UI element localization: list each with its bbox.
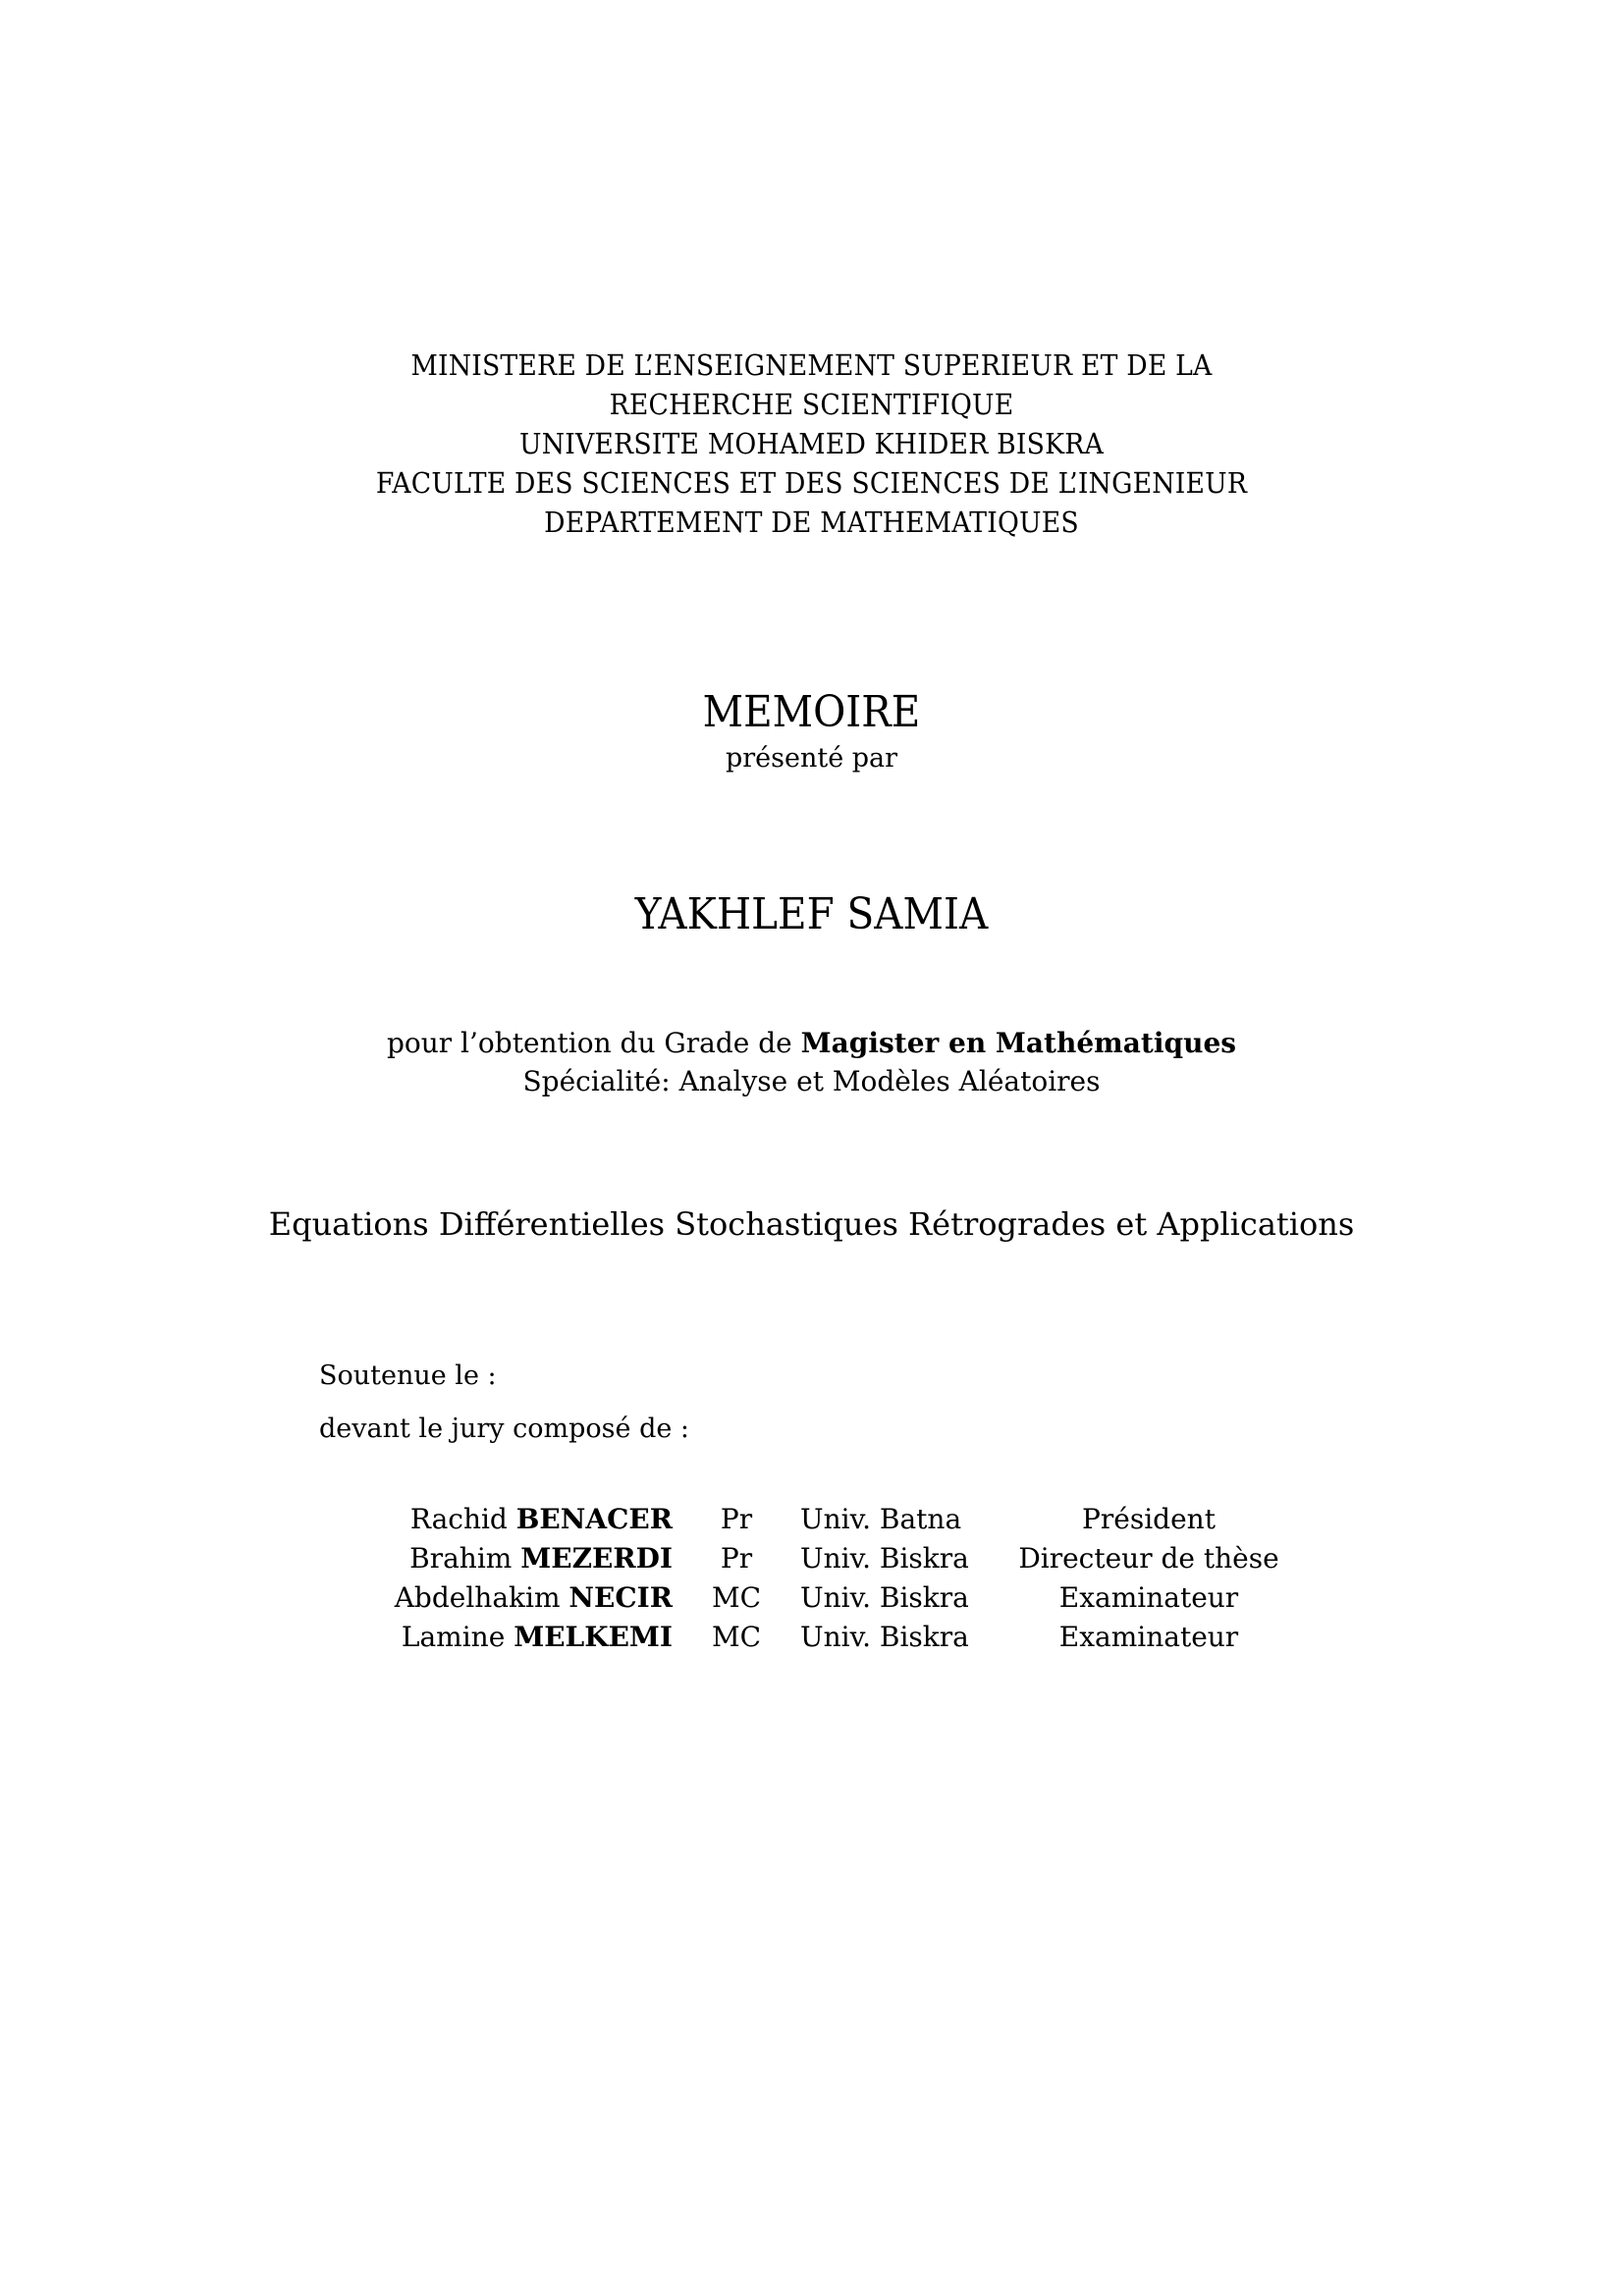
jury-rank: Pr [720, 1503, 753, 1535]
jury-role: Président [1082, 1503, 1216, 1535]
jury-rank: Pr [720, 1542, 753, 1575]
jury-row [339, 1618, 1301, 1657]
jury-member-name [339, 1618, 673, 1657]
jury-member-name [339, 1578, 673, 1618]
degree-line [0, 1026, 1623, 1061]
author-name: YAKHLEF SAMIA [634, 889, 989, 939]
defense-date-label: Soutenue le : [319, 1361, 497, 1391]
degree-name: Magister en Mathématiques [800, 1027, 1237, 1059]
jury-row [339, 1539, 1301, 1578]
presented-by-label: présenté par [725, 743, 898, 774]
jury-university: Univ. Biskra [800, 1581, 969, 1614]
jury-first-name: Abdelhakim [394, 1581, 561, 1614]
jury-role: Directeur de thèse [1018, 1542, 1279, 1575]
jury-role: Examinateur [1058, 1581, 1239, 1614]
jury-first-name: Lamine [401, 1621, 506, 1653]
institution-line: FACULTE DES SCIENCES ET DES SCIENCES DE L’INGENIEUR [375, 466, 1248, 500]
jury-last-name: MELKEMI [514, 1621, 673, 1653]
institution-line: RECHERCHE SCIENTIFIQUE [609, 388, 1014, 421]
jury-member-name [339, 1539, 673, 1578]
speciality: Spécialité: Analyse et Modèles Aléatoires [522, 1065, 1101, 1097]
institution-header [65, 346, 1558, 542]
degree-prefix: pour l’obtention du Grade de [386, 1027, 801, 1059]
jury-university: Univ. Biskra [800, 1542, 969, 1575]
jury-intro: devant le jury composé de : [319, 1414, 690, 1444]
document-type: MEMOIRE [702, 687, 921, 737]
institution-line: MINISTERE DE L’ENSEIGNEMENT SUPERIEUR ET DE LA [410, 348, 1213, 382]
jury-last-name: NECIR [568, 1581, 673, 1614]
institution-line: UNIVERSITE MOHAMED KHIDER BISKRA [519, 427, 1104, 460]
jury-university: Univ. Batna [800, 1503, 962, 1535]
jury-university: Univ. Biskra [800, 1621, 969, 1653]
jury-row [339, 1578, 1301, 1618]
thesis-title: Equations Différentielles Stochastiques Rétrogrades et Applications [268, 1205, 1355, 1243]
jury-role: Examinateur [1058, 1621, 1239, 1653]
jury-table [339, 1500, 1301, 1657]
jury-last-name: BENACER [515, 1503, 673, 1535]
jury-member-name [339, 1500, 673, 1539]
jury-row [339, 1500, 1301, 1539]
jury-first-name: Brahim [409, 1542, 513, 1575]
jury-rank: MC [711, 1621, 762, 1653]
institution-line: DEPARTEMENT DE MATHEMATIQUES [544, 506, 1079, 539]
jury-rank: MC [711, 1581, 762, 1614]
jury-first-name: Rachid [409, 1503, 508, 1535]
jury-last-name: MEZERDI [520, 1542, 673, 1575]
